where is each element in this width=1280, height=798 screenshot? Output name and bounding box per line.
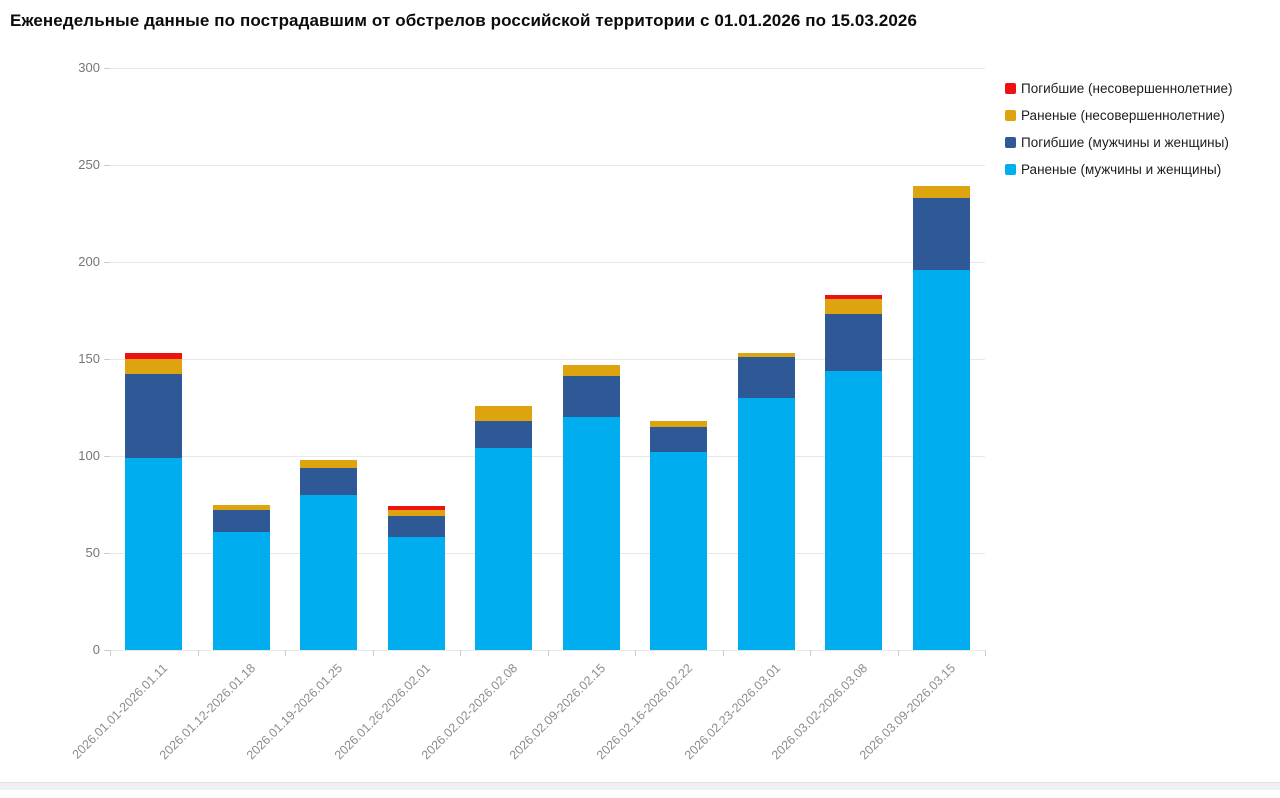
x-tick-label: 2026.03.02-2026.03.08 (769, 661, 871, 763)
bar-segment (125, 359, 182, 375)
y-tick-label: 300 (78, 60, 100, 75)
bar-segment (650, 427, 707, 452)
legend-item (1005, 161, 1233, 177)
x-tick-mark (460, 650, 461, 656)
y-tick-mark (104, 262, 110, 263)
bar-segment (475, 421, 532, 448)
bar-segment (913, 198, 970, 270)
gridline (110, 68, 985, 69)
bar-segment (300, 460, 357, 468)
y-tick-label: 250 (78, 157, 100, 172)
x-tick-label: 2026.01.26-2026.02.01 (331, 661, 434, 763)
bar-segment (825, 314, 882, 370)
y-tick-label: 50 (85, 545, 100, 560)
x-tick-label: 2026.02.02-2026.02.08 (419, 661, 521, 763)
bar-segment (825, 371, 882, 650)
bar-segment (475, 448, 532, 650)
legend-label: Раненые (несовершеннолетние) (1021, 107, 1225, 123)
bar-segment (563, 365, 620, 377)
y-tick-mark (104, 68, 110, 69)
y-tick-label: 100 (78, 448, 100, 463)
legend-label: Погибшие (мужчины и женщины) (1021, 134, 1229, 150)
bar-segment (125, 458, 182, 650)
x-tick-label: 2026.01.19-2026.01.25 (244, 661, 346, 763)
x-tick-mark (898, 650, 899, 656)
bar-segment (300, 468, 357, 495)
bar-2026.01.01-2026.01.11 (125, 353, 182, 650)
y-tick-mark (104, 165, 110, 166)
legend-swatch-icon (1005, 164, 1016, 175)
x-tick-mark (810, 650, 811, 656)
bar-segment (650, 452, 707, 650)
y-tick-mark (104, 553, 110, 554)
bar-2026.01.26-2026.02.01 (388, 506, 445, 650)
y-tick-label: 200 (78, 254, 100, 269)
x-tick-label: 2026.01.12-2026.01.18 (156, 661, 259, 763)
gridline (110, 165, 985, 166)
legend (1005, 80, 1233, 188)
gridline (110, 262, 985, 263)
bar-segment (563, 417, 620, 650)
bar-2026.03.02-2026.03.08 (825, 295, 882, 650)
legend-label: Погибшие (несовершеннолетние) (1021, 80, 1233, 96)
x-tick-mark (198, 650, 199, 656)
legend-item (1005, 80, 1233, 96)
chart-title: Еженедельные данные по пострадавшим от обстрелов российской территории с 01.01.2026 по 15.03.2026 (10, 11, 918, 30)
bar-2026.02.23-2026.03.01 (738, 353, 795, 650)
bar-segment (825, 299, 882, 315)
bar-segment (213, 510, 270, 531)
legend-swatch-icon (1005, 83, 1016, 94)
bar-segment (125, 374, 182, 457)
x-tick-label: 2026.02.09-2026.02.15 (506, 661, 609, 763)
plot-area (110, 68, 985, 650)
bar-segment (388, 537, 445, 650)
bar-segment (738, 357, 795, 398)
bar-2026.02.09-2026.02.15 (563, 365, 620, 650)
bottom-strip (0, 782, 1280, 790)
x-tick-mark (373, 650, 374, 656)
x-tick-label: 2026.02.16-2026.02.22 (594, 661, 696, 763)
x-tick-mark (985, 650, 986, 656)
legend-swatch-icon (1005, 137, 1016, 148)
bar-segment (913, 186, 970, 198)
x-tick-mark (110, 650, 111, 656)
x-tick-label: 2026.03.09-2026.03.15 (856, 661, 959, 763)
bar-segment (388, 516, 445, 537)
x-tick-mark (285, 650, 286, 656)
bar-segment (913, 270, 970, 650)
y-tick-mark (104, 456, 110, 457)
x-tick-label: 2026.02.23-2026.03.01 (681, 661, 784, 763)
bar-2026.02.16-2026.02.22 (650, 421, 707, 650)
bar-segment (738, 398, 795, 650)
y-tick-label: 0 (92, 642, 100, 657)
bar-segment (563, 376, 620, 417)
legend-swatch-icon (1005, 110, 1016, 121)
bar-segment (213, 532, 270, 650)
x-tick-mark (635, 650, 636, 656)
legend-item (1005, 107, 1233, 123)
legend-item (1005, 134, 1233, 150)
y-tick-mark (104, 359, 110, 360)
x-tick-mark (548, 650, 549, 656)
x-tick-mark (723, 650, 724, 656)
bar-2026.03.09-2026.03.15 (913, 186, 970, 650)
bar-2026.01.19-2026.01.25 (300, 460, 357, 650)
bar-2026.02.02-2026.02.08 (475, 406, 532, 650)
bar-segment (300, 495, 357, 650)
x-tick-label: 2026.01.01-2026.01.11 (69, 661, 171, 762)
bar-2026.01.12-2026.01.18 (213, 505, 270, 651)
bar-segment (475, 406, 532, 422)
y-tick-label: 150 (78, 351, 100, 366)
legend-label: Раненые (мужчины и женщины) (1021, 161, 1222, 177)
